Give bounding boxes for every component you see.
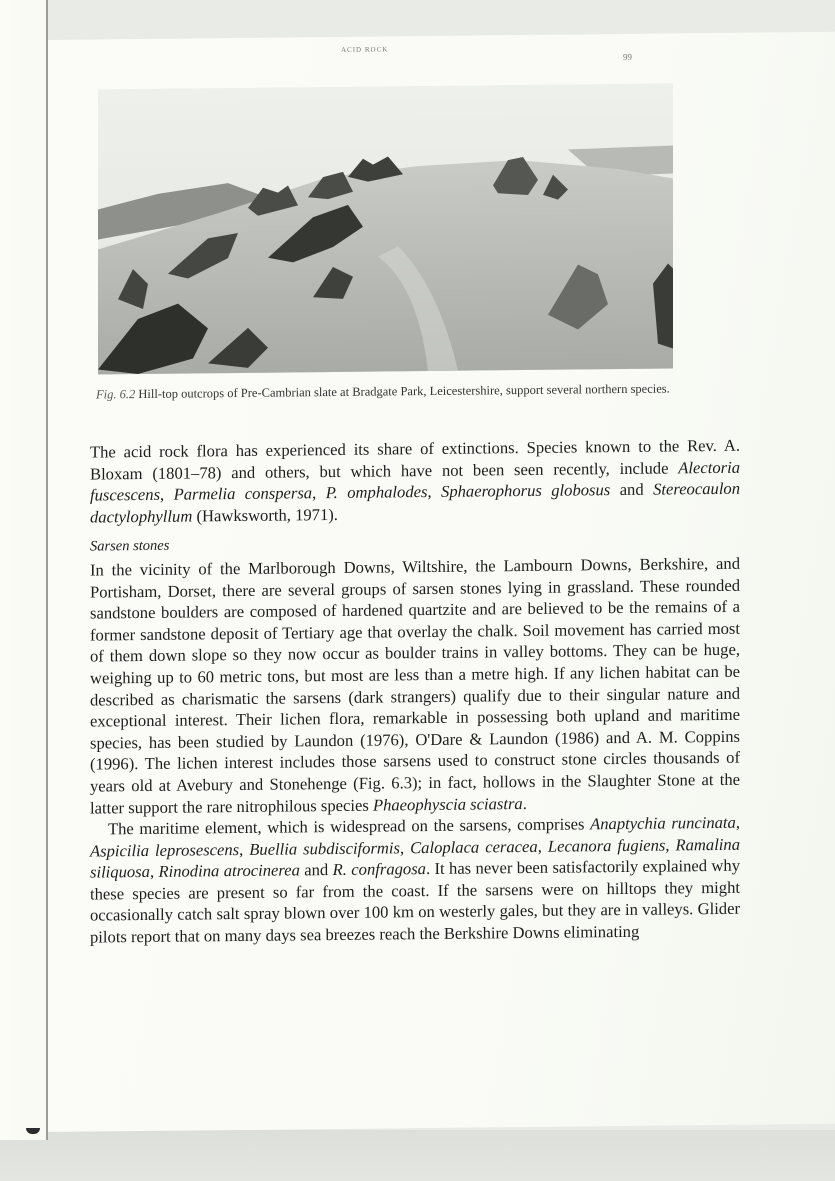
- species-name: Parmelia conspersa: [173, 483, 313, 504]
- species-name: Aspicilia leprosescens: [90, 839, 240, 861]
- species-name: P. omphalodes: [325, 482, 428, 503]
- species-name: Ramalina siliquosa: [90, 834, 741, 882]
- text-run: ,: [537, 836, 548, 856]
- text-run: ,: [427, 482, 442, 502]
- table-surface: [0, 1130, 835, 1181]
- species-name: Sphaerophorus globosus: [441, 480, 611, 502]
- text-run: (Hawksworth, 1971).: [192, 504, 338, 526]
- paragraph-maritime-element: [90, 812, 740, 948]
- facing-page-edge: [0, 0, 48, 1140]
- text-run: ,: [239, 839, 250, 859]
- paragraph-extinctions: [90, 435, 740, 528]
- text-run: ,: [312, 483, 326, 503]
- running-head: ACID ROCK: [341, 45, 389, 54]
- figure-photo: [98, 83, 673, 374]
- text-run: The maritime element, which is widespread on the sarsens, comprises: [108, 814, 591, 839]
- text-run: .: [522, 793, 527, 813]
- section-heading: Sarsen stones: [90, 538, 170, 555]
- text-run: The acid rock flora has experienced its share of extinctions. Species known to the Rev. A. Bloxam (1801–78) and others, but which have not been seen recently, include: [90, 435, 740, 484]
- species-name: Rinodina atrocinerea: [158, 860, 300, 882]
- species-name: Phaeophyscia sciastra: [372, 793, 523, 815]
- species-name: Buellia subdisciformis: [249, 838, 400, 859]
- species-name: Alectoria fuscescens: [90, 457, 740, 505]
- species-name: Lecanora fugiens: [547, 835, 666, 856]
- text-run: In the vicinity of the Marlborough Downs, Wiltshire, the Lambourn Downs, Berkshire, and Portisham, Dorset, there are several groups of sarsen stones lying in grassland. These rounded sandstone boulders are composed of hardened quartzite and are believed to be the remains of a former sandstone deposit of Tertiary age that overlay the chalk. Soil movement has carried most of them down slope so they now occur as boulder trains in valley bottoms. They can be huge, weighing up to 60 metric tons, but most are less than a metre high. If any lichen habitat can be described as charismatic the sarsens (dark strangers) qualify due to their singular nature and exceptional interest. Their lichen flora, remarkable in possessing both upland and maritime species, has been studied by Laundon (1976), O'Dare & Laundon (1986) and A. M. Coppins (1996). The lichen interest includes those sarsens used to construct stone circles thousands of years old at Avebury and Stonehenge (Fig. 6.3); in fact, hollows in the Slaughter Stone at the latter support the rare nitrophilous species: [90, 553, 740, 818]
- species-name: R. confragosa: [332, 859, 426, 880]
- text-run: ,: [665, 835, 676, 855]
- page-number: 99: [623, 51, 632, 62]
- hilltop-outcrops-photo: [98, 83, 673, 374]
- paragraph-sarsen-stones: [90, 553, 740, 819]
- species-name: Caloplaca ceracea: [410, 836, 538, 857]
- body-text: [90, 435, 740, 948]
- text-run: ,: [735, 812, 740, 832]
- species-name: Stereocaulon dactylophyllum: [90, 478, 741, 527]
- text-run: ,: [399, 837, 411, 858]
- text-run: ,: [160, 484, 174, 505]
- text-run: and: [610, 479, 654, 500]
- text-run: ,: [149, 862, 159, 882]
- species-name: Anaptychia runcinata: [590, 812, 736, 834]
- text-run: . It has never been satisfactorily explained why these species are present so far from the coast. If the sarsens were on hilltops they might occasionally catch salt spray blown over 100 km on westerly gales, but they are in valleys. Glider pilots report that on many days sea breezes reach the Berkshire Downs eliminating: [90, 856, 741, 947]
- figure-caption-text: Hill-top outcrops of Pre-Cambrian slate at Bradgate Park, Leicestershire, support several northern species.: [138, 381, 670, 402]
- figure-caption: [96, 381, 681, 402]
- book-page: [48, 32, 835, 1132]
- figure-label: Fig. 6.2: [96, 387, 136, 402]
- text-run: and: [299, 860, 333, 880]
